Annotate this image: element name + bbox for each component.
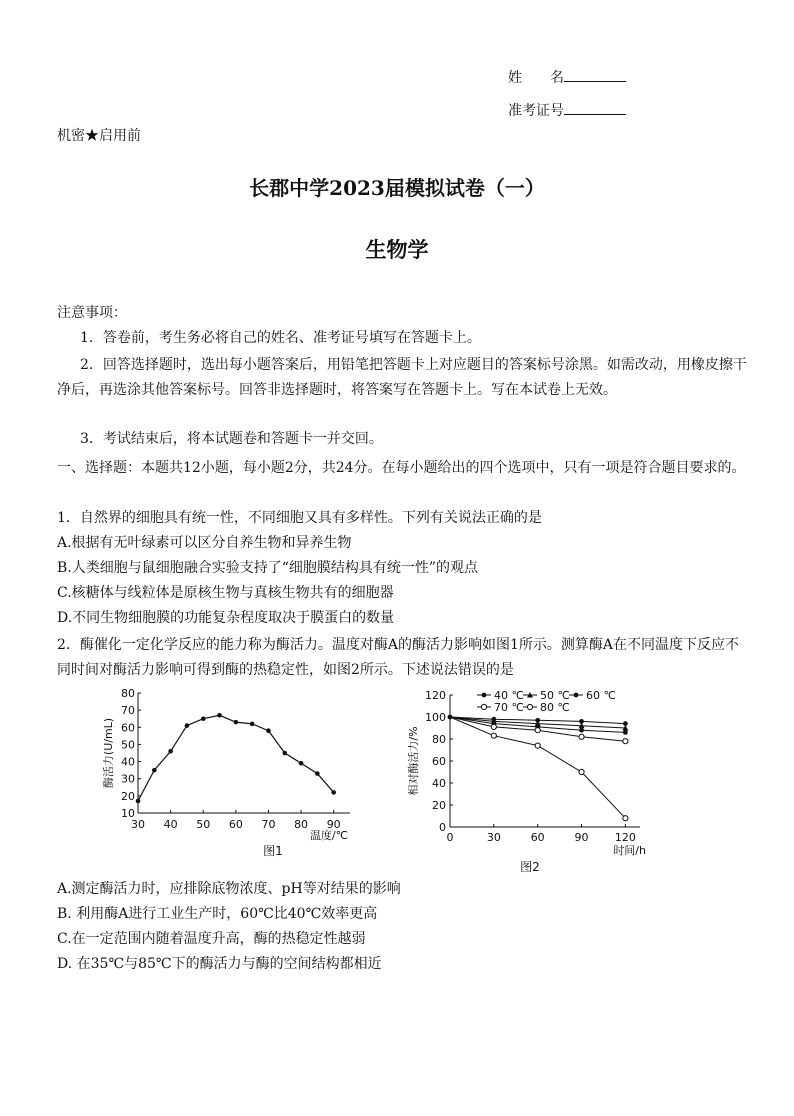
data-point: [623, 730, 628, 735]
y-tick-label: 20: [121, 789, 135, 803]
y-tick-label: 100: [425, 711, 446, 724]
x-axis-label: 温度/℃: [309, 829, 348, 842]
x-tick-label: 0: [446, 831, 454, 844]
figure-2-chart: [405, 685, 650, 875]
data-point: [217, 713, 222, 718]
y-tick-label: 120: [425, 689, 446, 702]
y-tick-label: 80: [432, 733, 446, 746]
exam-id-field: [508, 99, 626, 121]
subject-title: 生物学: [365, 237, 429, 262]
y-tick-label: 40: [121, 755, 135, 769]
exam-id-blank: [564, 99, 626, 115]
y-tick-label: 30: [121, 772, 135, 786]
name-label: 姓 名: [508, 70, 564, 86]
data-point: [331, 790, 336, 795]
x-tick-label: 120: [614, 831, 636, 844]
data-point: [201, 716, 206, 721]
data-point: [491, 733, 496, 738]
q2-option-d: D. 在35℃与85℃下的酶活力与酶的空间结构都相近: [57, 956, 382, 972]
legend-marker: [574, 693, 579, 698]
legend-marker: [481, 704, 486, 709]
series-line: [138, 715, 334, 801]
q2-option-b: B. 利用酶A进行工业生产时，60℃比40℃效率更高: [57, 906, 378, 922]
y-axis-label: 酶活力(U/mL): [102, 717, 115, 789]
data-point: [250, 722, 255, 727]
notice-item-1: 1．答卷前，考生务必将自己的姓名、准考证号填写在答题卡上。: [80, 330, 481, 346]
name-field: [508, 66, 626, 88]
data-point: [623, 739, 628, 744]
legend-label: 50 ℃: [540, 689, 570, 702]
y-tick-label: 10: [121, 807, 135, 820]
section-intro: 一、选择题：本题共12小题，每小题2分，共24分。在每小题给出的四个选项中，只有一项是符合题目要求的。: [57, 460, 746, 476]
notice-item-2: 2．回答选择题时，选出每小题答案后，用铅笔把答题卡上对应题目的答案标号涂黑。如需改动，用橡皮擦干净后，再选涂其他答案标号。回答非选择题时，将答案写在答题卡上。写在本试卷上无效。: [57, 357, 747, 398]
q2-stem: 2．酶催化一定化学反应的能力称为酶活力。温度对酶A的酶活力影响如图1所示。测算酶A在不同温度下反应不同时间对酶活力影响可得到酶的热稳定性，如图2所示。下述说法错误的是: [57, 637, 740, 678]
exam-id-label: 准考证号: [508, 103, 564, 119]
data-point: [535, 743, 540, 748]
data-point: [168, 749, 173, 754]
data-point: [535, 728, 540, 733]
figure-1-chart: [100, 685, 360, 860]
q1-option-d: D.不同生物细胞膜的功能复杂程度取决于膜蛋白的数量: [57, 610, 395, 626]
q2-option-c: C.在一定范围内随着温度升高，酶的热稳定性越弱: [57, 931, 366, 947]
q1-option-a: A.根据有无叶绿素可以区分自养生物和异养生物: [57, 535, 352, 551]
y-axis-label: 相对酶活力/%: [407, 726, 420, 796]
y-tick-label: 20: [432, 799, 446, 812]
q1-stem: 1．自然界的细胞具有统一性，不同细胞又具有多样性。下列有关说法正确的是: [57, 510, 542, 526]
x-tick-label: 30: [486, 831, 501, 844]
secret-mark: 机密★启用前: [57, 128, 141, 144]
legend-label: 80 ℃: [540, 701, 570, 714]
legend-marker: [482, 693, 487, 698]
x-tick-label: 60: [530, 831, 545, 844]
y-tick-label: 0: [439, 821, 446, 834]
data-point: [234, 720, 239, 725]
data-point: [623, 816, 628, 821]
data-point: [136, 799, 141, 804]
name-blank: [564, 66, 626, 82]
q1-option-b: B.人类细胞与鼠细胞融合实验支持了“细胞膜结构具有统一性”的观点: [57, 560, 479, 576]
data-point: [266, 728, 271, 733]
data-point: [448, 715, 453, 720]
x-tick-label: 90: [574, 831, 589, 844]
data-point: [579, 734, 584, 739]
data-point: [315, 771, 320, 776]
legend-marker: [527, 704, 532, 709]
data-point: [152, 768, 157, 773]
q2-option-a: A.测定酶活力时，应排除底物浓度、pH等对结果的影响: [57, 881, 401, 897]
y-tick-label: 40: [432, 777, 446, 790]
legend-label: 40 ℃: [494, 689, 524, 702]
data-point: [579, 769, 584, 774]
notice-item-3: 3．考试结束后，将本试题卷和答题卡一并交回。: [80, 431, 383, 447]
x-tick-label: 40: [163, 818, 178, 831]
x-tick-label: 50: [196, 818, 211, 831]
data-point: [299, 761, 304, 766]
data-point: [185, 723, 190, 728]
figure-caption: 图1: [263, 844, 283, 858]
notice-heading: 注意事项：: [57, 305, 127, 321]
data-point: [579, 728, 584, 733]
legend-label: 70 ℃: [494, 701, 524, 714]
legend-label: 60 ℃: [586, 689, 616, 702]
x-tick-label: 80: [294, 818, 309, 831]
x-tick-label: 90: [326, 818, 341, 831]
exam-title: 长郡中学2023届模拟试卷（一）: [249, 176, 545, 200]
y-tick-label: 80: [121, 687, 135, 700]
figure-caption: 图2: [520, 860, 540, 874]
data-point: [282, 751, 287, 756]
x-tick-label: 70: [261, 818, 276, 831]
x-axis-label: 时间/h: [613, 844, 646, 857]
x-tick-label: 60: [228, 818, 243, 831]
x-tick-label: 30: [131, 818, 145, 831]
y-tick-label: 60: [432, 755, 446, 768]
q1-option-c: C.核糖体与线粒体是原核生物与真核生物共有的细胞器: [57, 585, 394, 601]
y-tick-label: 60: [121, 721, 135, 735]
y-tick-label: 50: [121, 738, 135, 752]
data-point: [491, 724, 496, 729]
y-tick-label: 70: [121, 704, 135, 718]
